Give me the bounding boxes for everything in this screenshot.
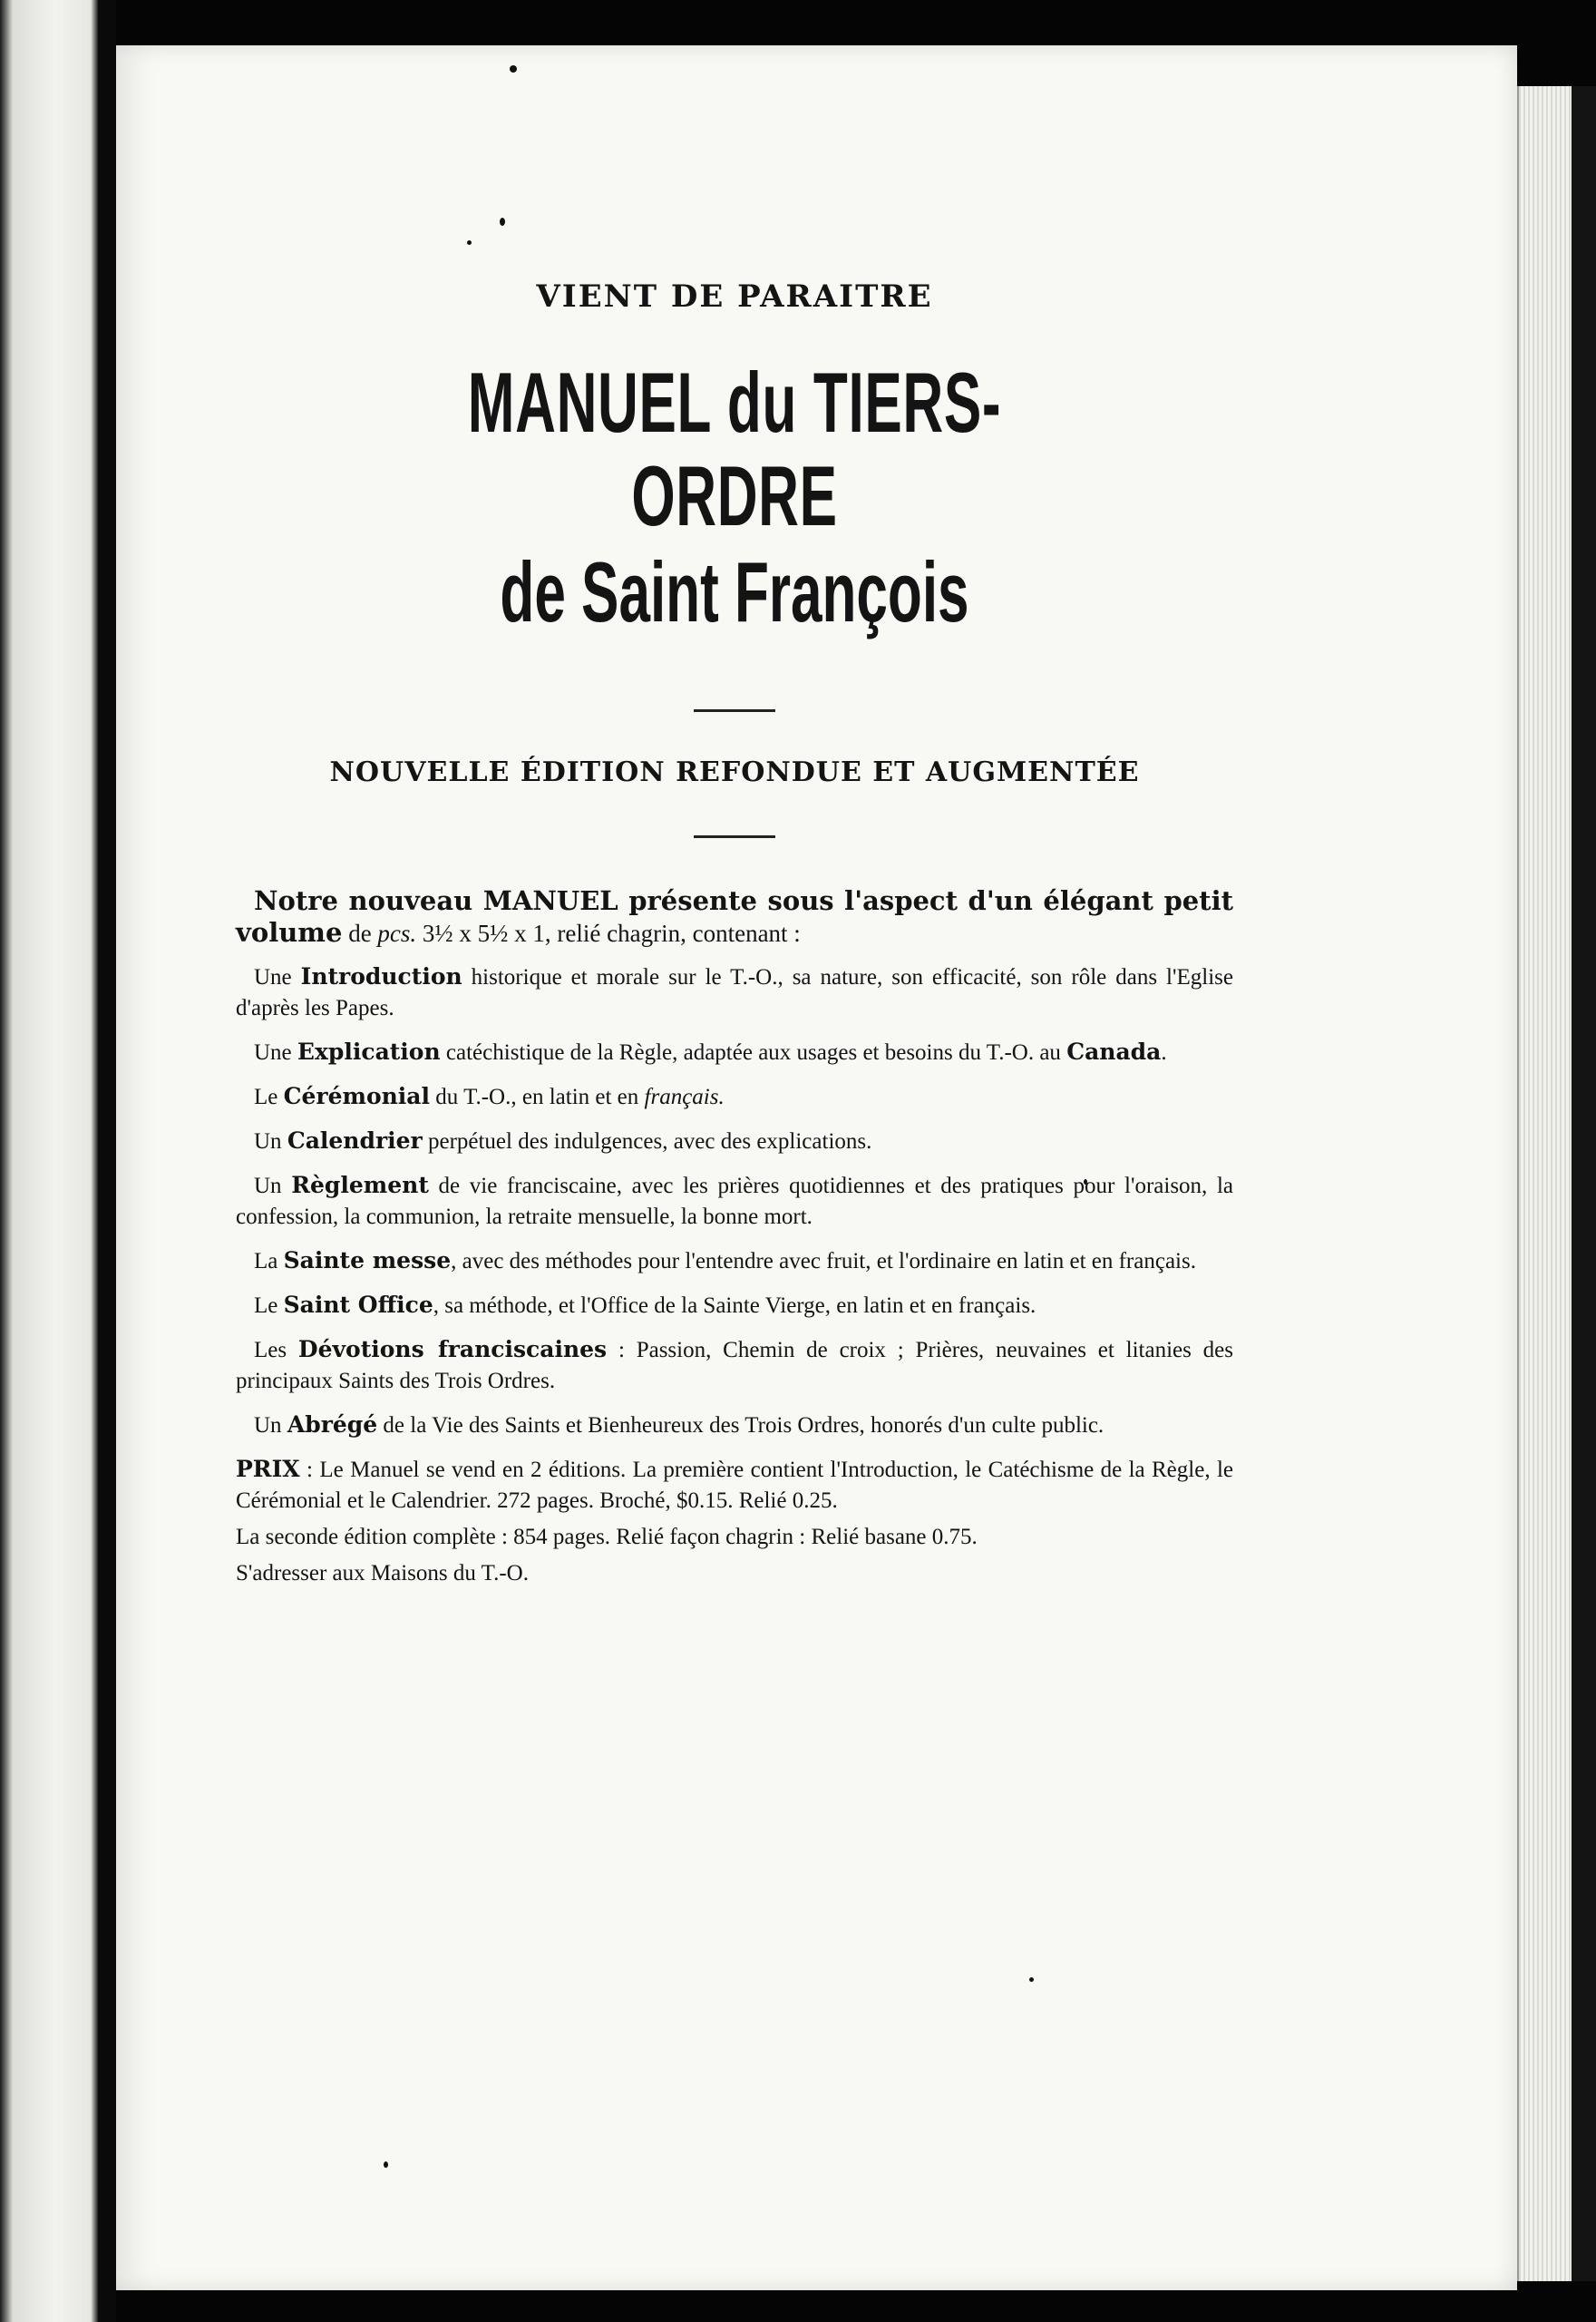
intro-rest: de bbox=[342, 920, 378, 948]
item-text: : Passion, Chemin de croix ; Prières, neuvaines et litanies des principaux Saints des Trois Ordres. bbox=[236, 1338, 1233, 1394]
announcement-heading: VIENT DE PARAITRE bbox=[536, 278, 933, 315]
previous-page-edge bbox=[0, 0, 98, 2322]
item-text: , avec des méthodes pour l'entendre avec fruit, et l'ordinaire en latin et en français. bbox=[451, 1249, 1196, 1274]
item-keyword: Sainte messe bbox=[283, 1247, 452, 1274]
divider-rule bbox=[694, 709, 775, 712]
divider-rule bbox=[694, 835, 775, 838]
price-keyword: PRIX bbox=[236, 1456, 300, 1483]
ink-speck bbox=[500, 218, 505, 226]
item-text: de vie franciscaine, avec les prières quotidiennes et des pratiques pour l'oraison, la confession, la communion, la retraite mensuelle, la bonne mort. bbox=[236, 1174, 1233, 1230]
item-text: de la Vie des Saints et Bienheureux des Trois Ordres, honorés d'un culte public. bbox=[377, 1413, 1105, 1439]
item-prefix: Un bbox=[254, 1129, 287, 1155]
price-paragraph bbox=[236, 1454, 1233, 1517]
intro-paragraph bbox=[236, 885, 1233, 949]
ink-speck bbox=[510, 65, 517, 73]
item-prefix: Une bbox=[254, 1040, 297, 1066]
price-section bbox=[236, 1454, 1233, 1589]
item-paragraph bbox=[236, 1334, 1233, 1397]
intro-unit: pcs. bbox=[377, 920, 417, 948]
item-prefix: Le bbox=[254, 1293, 284, 1319]
item-keyword: Saint Office bbox=[283, 1292, 433, 1319]
price-text: : Le Manuel se vend en 2 éditions. La première contient l'Introduction, le Catéchisme de la Règle, le Cérémonial et le Calendrier. 272 pages. Broché, $0.15. Relié 0.25. bbox=[236, 1458, 1233, 1514]
item-keyword: Introduction bbox=[300, 963, 462, 990]
item-paragraph bbox=[236, 1126, 1233, 1157]
item-prefix: Le bbox=[254, 1085, 284, 1110]
item-prefix: Un bbox=[254, 1174, 292, 1199]
item-paragraph bbox=[236, 1081, 1233, 1113]
item-keyword: Canada bbox=[1066, 1039, 1162, 1066]
item-prefix: Un bbox=[254, 1413, 287, 1439]
intro-lead: Notre nouveau MANUEL présente sous l'aspect d'un élégant petit volume bbox=[236, 885, 1233, 949]
item-paragraph bbox=[236, 1410, 1233, 1441]
item-keyword: Cérémonial bbox=[283, 1083, 431, 1110]
item-paragraph bbox=[236, 1245, 1233, 1277]
item-paragraph bbox=[236, 1037, 1233, 1068]
item-paragraph bbox=[236, 961, 1233, 1024]
advertisement-content bbox=[236, 278, 1233, 1595]
item-text: perpétuel des indulgences, avec des explications. bbox=[422, 1129, 872, 1155]
item-prefix: Les bbox=[254, 1338, 298, 1363]
item-keyword: Calendrier bbox=[287, 1127, 423, 1155]
item-italic: français. bbox=[644, 1085, 725, 1110]
contact-line: S'adresser aux Maisons du T.-O. bbox=[236, 1561, 529, 1586]
book-title-line-1: MANUEL du TIERS-ORDRE bbox=[467, 355, 1002, 544]
description-body bbox=[236, 885, 1233, 1589]
intro-dims: 3½ x 5½ x 1, relié chagrin, contenant : bbox=[416, 920, 801, 948]
item-text: catéchistique de la Règle, adaptée aux usages et besoins du T.-O. au bbox=[440, 1040, 1067, 1066]
edge-shadow bbox=[1572, 86, 1596, 2281]
page-stack-edges bbox=[1517, 86, 1573, 2281]
second-edition-paragraph: La seconde édition complète : 854 pages. Relié façon chagrin : Relié basane 0.75. bbox=[236, 1525, 978, 1550]
ink-speck bbox=[467, 240, 472, 245]
item-keyword: Explication bbox=[297, 1039, 441, 1066]
item-keyword: Abrégé bbox=[287, 1411, 378, 1439]
item-text: historique et morale sur le T.-O., sa nature, son efficacité, son rôle dans l'Eglise d'après les Papes. bbox=[236, 965, 1233, 1021]
book-gutter bbox=[98, 0, 116, 2322]
edition-subtitle: NOUVELLE ÉDITION REFONDUE ET AUGMENTÉE bbox=[329, 756, 1140, 789]
item-text: . bbox=[1161, 1040, 1167, 1066]
item-keyword: Dévotions franciscaines bbox=[297, 1336, 608, 1363]
item-prefix: Une bbox=[254, 965, 301, 990]
item-prefix: La bbox=[254, 1249, 284, 1274]
ink-speck bbox=[384, 2161, 388, 2168]
book-title-line-2: de Saint François bbox=[500, 543, 969, 639]
item-paragraph bbox=[236, 1170, 1233, 1233]
item-paragraph bbox=[236, 1290, 1233, 1322]
item-text: , sa méthode, et l'Office de la Sainte Vierge, en latin et en français. bbox=[433, 1293, 1036, 1319]
ink-speck bbox=[1029, 1977, 1034, 1982]
item-text: du T.-O., en latin et en bbox=[430, 1085, 645, 1110]
item-keyword: Règlement bbox=[291, 1172, 429, 1199]
